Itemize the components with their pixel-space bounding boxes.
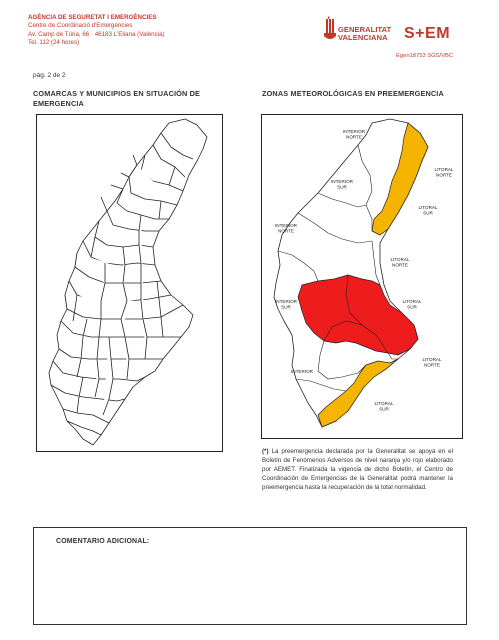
logo-line-1: GENERALITAT — [338, 25, 392, 34]
label-interior: INTERIOR — [291, 369, 313, 374]
agency-phone: Tel. 112 (24 hores) — [28, 39, 80, 47]
label-litoral-norte-2: LITORAL NORTE — [390, 257, 410, 268]
label-litoral-norte-3: LITORAL NORTE — [422, 357, 442, 368]
generalitat-logo-text — [338, 26, 391, 42]
label-interior-norte-2: INTERIOR NORTE — [275, 223, 297, 234]
logo-line-2: VALENCIANA — [338, 33, 388, 42]
comment-box[interactable] — [33, 527, 467, 625]
zonas-meteorologicas-map — [261, 114, 463, 439]
comarcas-map — [36, 114, 223, 452]
agency-header — [28, 14, 165, 48]
label-litoral-sur-3: LITORAL SUR — [374, 401, 394, 412]
note-marker: (*) — [262, 448, 269, 455]
label-litoral-sur-1: LITORAL SUR — [418, 205, 438, 216]
right-map-title: ZONAS METEOROLÓGICAS EN PREEMERGENCIA — [262, 89, 444, 98]
label-interior-norte-1: INTERIOR NORTE — [343, 129, 365, 140]
agency-center: Centre de Coordinació d'Emergències — [28, 22, 133, 30]
left-map-title: COMARCAS Y MUNICIPIOS EN SITUACIÓN DE EMERGENCIA — [33, 89, 201, 108]
label-interior-sur-2: INTERIOR SUR — [275, 299, 297, 310]
reference-code: Egen18753 SGS/VBC — [396, 53, 454, 59]
comarcas-map-graphic — [37, 115, 222, 451]
agency-address: Av. Camp de Túria, 66 · 46183 L'Eliana (València) — [28, 30, 165, 38]
preemergency-note — [262, 447, 453, 492]
label-litoral-sur-2: LITORAL SUR — [402, 299, 422, 310]
label-litoral-norte-1: LITORAL NORTE — [434, 167, 454, 178]
label-interior-sur-1: INTERIOR SUR — [331, 179, 353, 190]
note-text: La preemergencia declarada por la Generalitat se apoya en el Boletín de Fenómenos Adversos de nivel naranja y/o rojo elaborado por AEMET. Finalizada la vigencia de dicho Boletín, el Centro de Coordinación de Emergencias de la Generalitat podrá mantener la preemergencia hasta la recuperación de la total normalidad. — [262, 448, 453, 491]
zonas-map-graphic — [262, 115, 462, 438]
comment-label: COMENTARIO ADICIONAL: — [56, 538, 150, 545]
agency-name: AGÈNCIA DE SEGURETAT I EMERGÈNCIES — [28, 14, 157, 21]
page-number: pág. 2 de 2 — [33, 72, 66, 79]
sem-brand: S+EM — [404, 25, 451, 42]
